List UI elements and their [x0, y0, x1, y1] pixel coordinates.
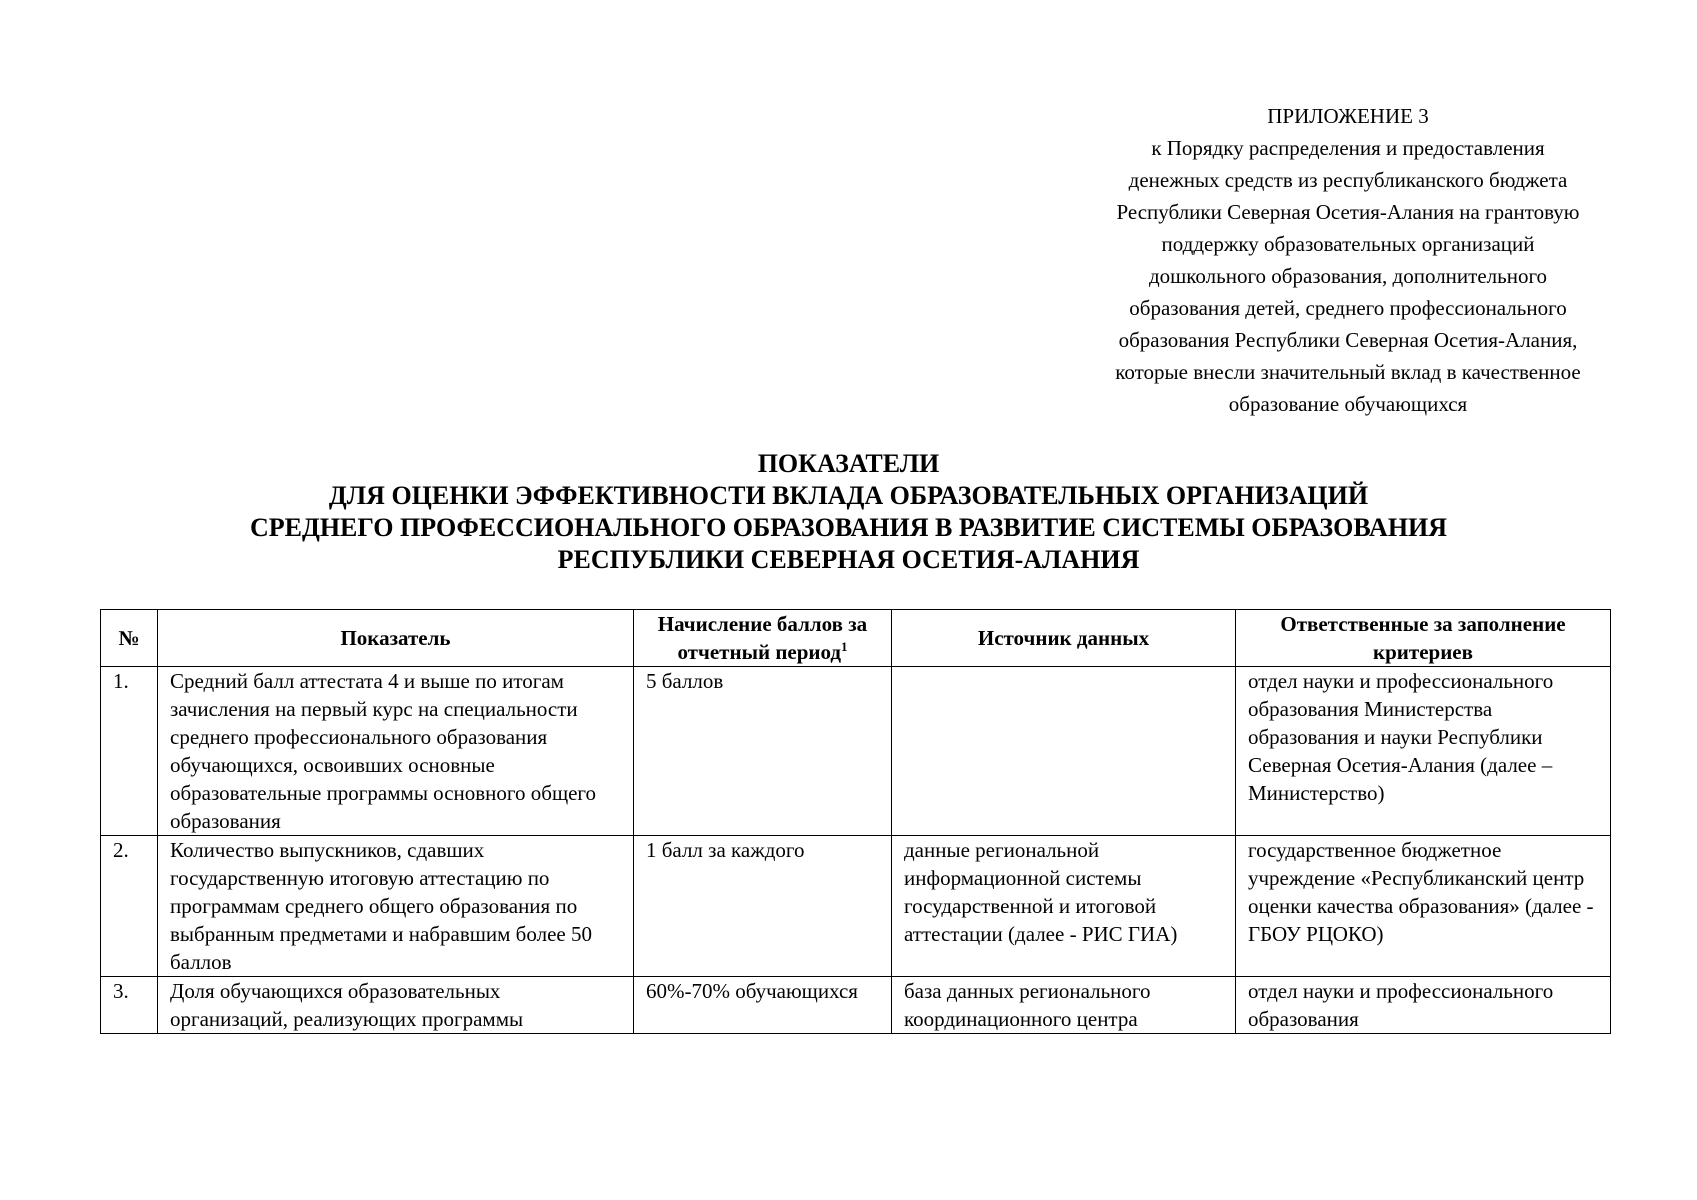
- indicator-cell: Средний балл аттестата 4 и выше по итогам зачисления на первый курс на специальности среднего профессионального образования обучающихся, освоивших основные образовательные программы основного общего образования: [158, 667, 634, 836]
- points-cell: 1 балл за каждого: [634, 836, 892, 977]
- heading-line: РЕСПУБЛИКИ СЕВЕРНАЯ ОСЕТИЯ-АЛАНИЯ: [557, 545, 1140, 574]
- table-row: [101, 667, 1611, 836]
- appendix-line: поддержку образовательных организаций: [1161, 232, 1535, 256]
- source-cell: [892, 667, 1236, 836]
- row-number: 3.: [101, 977, 158, 1034]
- column-header-points: [634, 610, 892, 667]
- heading-line: СРЕДНЕГО ПРОФЕССИОНАЛЬНОГО ОБРАЗОВАНИЯ В РАЗВИТИЕ СИСТЕМЫ ОБРАЗОВАНИЯ: [249, 513, 1448, 542]
- appendix-line: образования детей, среднего профессионального: [1129, 296, 1567, 320]
- responsible-cell: государственное бюджетное учреждение «Республиканский центр оценки качества образования» (далее - ГБОУ РЦОКО): [1236, 836, 1611, 977]
- appendix-title: ПРИЛОЖЕНИЕ 3: [1267, 104, 1429, 128]
- appendix-line: образования Республики Северная Осетия-Алания,: [1118, 328, 1578, 352]
- column-header-indicator: Показатель: [158, 610, 634, 667]
- appendix-block: [1050, 100, 1646, 420]
- footnote-marker: 1: [841, 639, 848, 654]
- points-cell: 5 баллов: [634, 667, 892, 836]
- indicator-cell: Доля обучающихся образовательных организаций, реализующих программы: [158, 977, 634, 1034]
- heading-line: ДЛЯ ОЦЕНКИ ЭФФЕКТИВНОСТИ ВКЛАДА ОБРАЗОВАТЕЛЬНЫХ ОРГАНИЗАЦИЙ: [328, 481, 1369, 510]
- indicators-table: [100, 609, 1611, 1034]
- points-cell: 60%-70% обучающихся: [634, 977, 892, 1034]
- source-cell: данные региональной информационной системы государственной и итоговой аттестации (далее - РИС ГИА): [892, 836, 1236, 977]
- table-header-row: [101, 610, 1611, 667]
- column-header-number: №: [101, 610, 158, 667]
- indicator-cell: Количество выпускников, сдавших государственную итоговую аттестацию по программам среднего общего образования по выбранным предметами и набравшим более 50 баллов: [158, 836, 634, 977]
- appendix-line: которые внесли значительный вклад в качественное: [1115, 360, 1581, 384]
- column-header-source: Источник данных: [892, 610, 1236, 667]
- column-header-points-label: Начисление баллов за отчетный период: [657, 612, 868, 664]
- appendix-line: Республики Северная Осетия-Алания на грантовую: [1116, 200, 1580, 224]
- appendix-line: дошкольного образования, дополнительного: [1148, 264, 1548, 288]
- heading-title: ПОКАЗАТЕЛИ: [757, 449, 940, 478]
- appendix-line: к Порядку распределения и предоставления: [1151, 136, 1545, 160]
- appendix-line: денежных средств из республиканского бюджета: [1128, 168, 1568, 192]
- row-number: 1.: [101, 667, 158, 836]
- table-row: [101, 977, 1611, 1034]
- row-number: 2.: [101, 836, 158, 977]
- responsible-cell: отдел науки и профессионального образования: [1236, 977, 1611, 1034]
- appendix-line: образование обучающихся: [1228, 392, 1468, 416]
- document-heading: [40, 448, 1657, 576]
- column-header-responsible: Ответственные за заполнение критериев: [1236, 610, 1611, 667]
- table-row: [101, 836, 1611, 977]
- source-cell: база данных регионального координационного центра: [892, 977, 1236, 1034]
- responsible-cell: отдел науки и профессионального образования Министерства образования и науки Республики Северная Осетия-Алания (далее – Министерство): [1236, 667, 1611, 836]
